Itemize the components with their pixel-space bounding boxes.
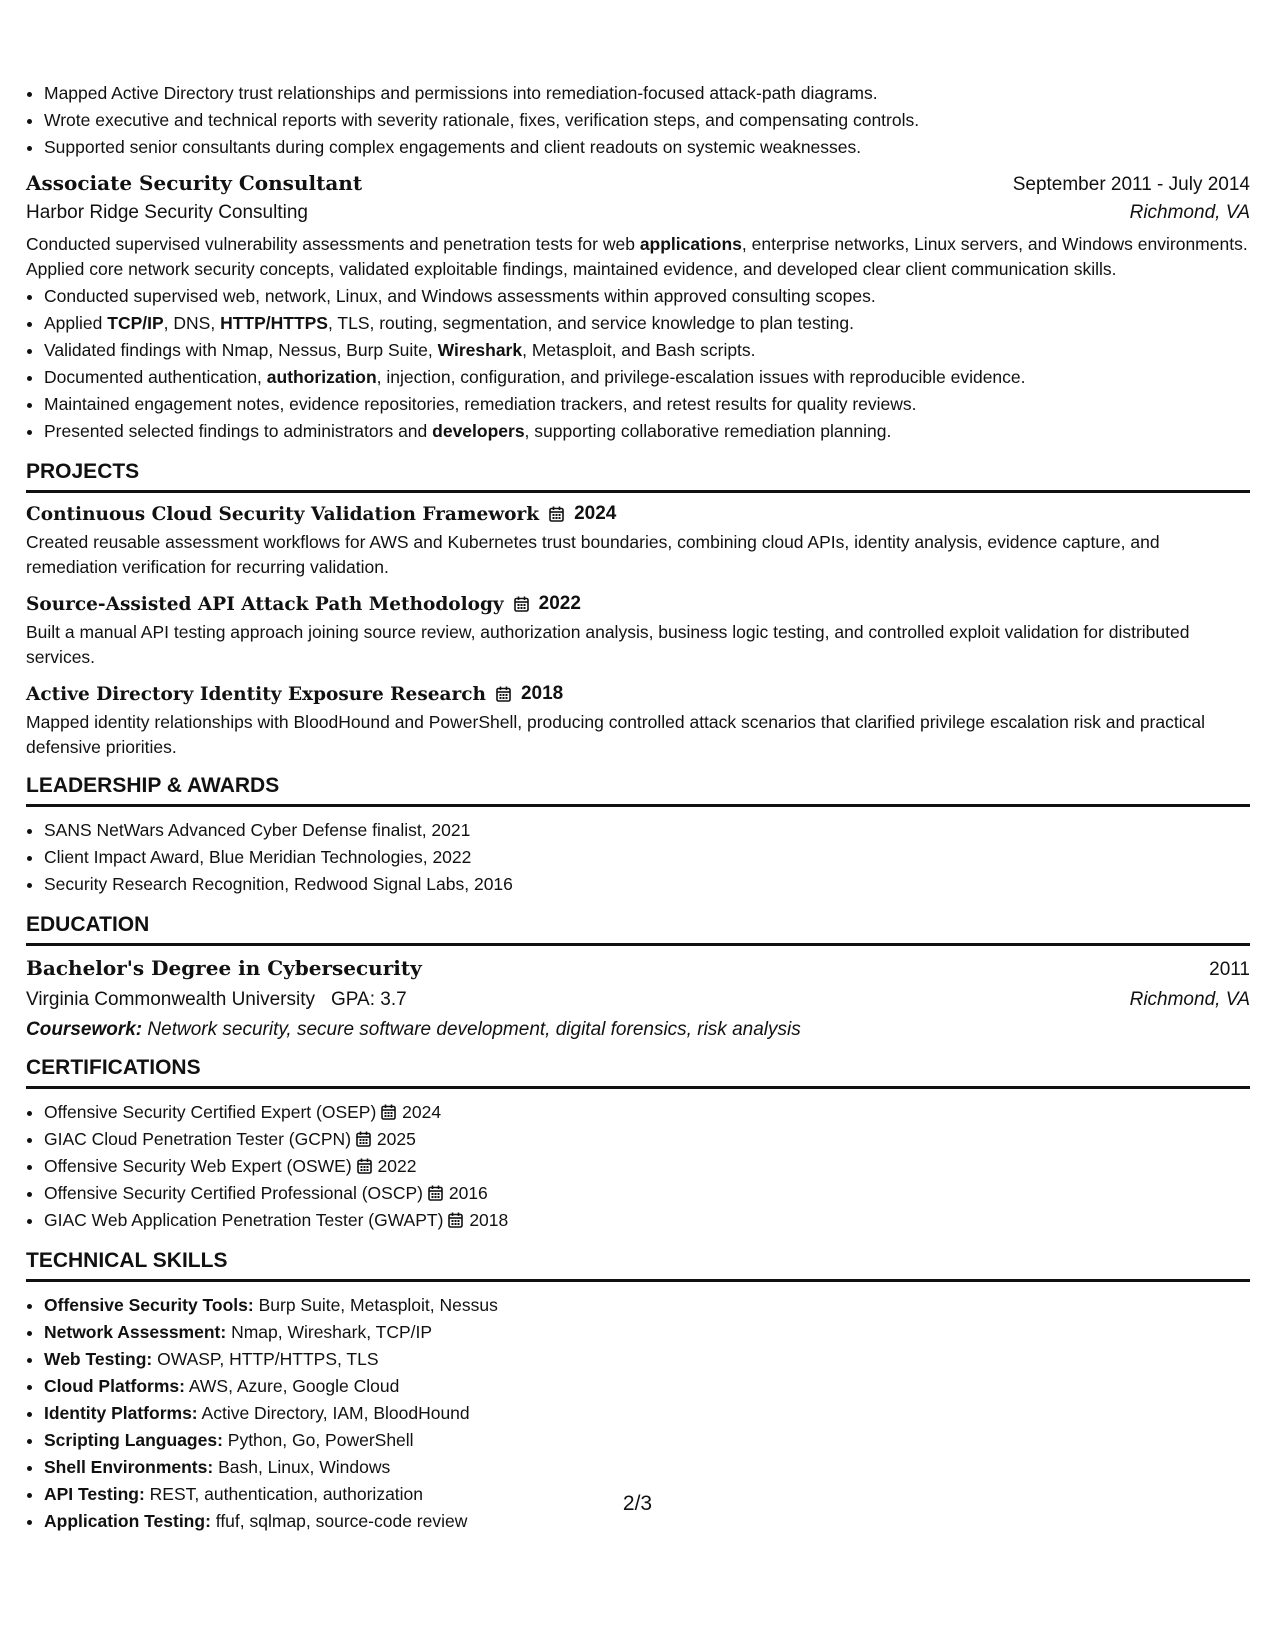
project-title: Active Directory Identity Exposure Research xyxy=(26,683,486,705)
awards-list xyxy=(26,817,1250,898)
list-item: • Shell Environments: Bash, Linux, Windows xyxy=(44,1454,1250,1481)
list-item: • Offensive Security Certified Professional (OSCP) 2016 xyxy=(44,1180,1250,1207)
list-item: • Wrote executive and technical reports with severity rationale, fixes, verification steps, and compensating controls. xyxy=(44,107,1250,134)
certifications-list xyxy=(26,1099,1250,1234)
list-item: • Offensive Security Tools: Burp Suite, Metasploit, Nessus xyxy=(44,1292,1250,1319)
calendar-icon xyxy=(428,1185,443,1201)
degree-title: Bachelor's Degree in Cybersecurity xyxy=(26,956,422,980)
calendar-icon xyxy=(356,1131,371,1147)
project-description: Created reusable assessment workflows for AWS and Kubernetes trust boundaries, combining cloud APIs, identity analysis, evidence capture, and remediation verification for recurring validation. xyxy=(26,532,1160,577)
project-entry xyxy=(26,593,1250,669)
list-item: • Offensive Security Certified Expert (OSEP) 2024 xyxy=(44,1099,1250,1126)
school-location: Richmond, VA xyxy=(1129,989,1250,1010)
list-item: • Applied TCP/IP, DNS, HTTP/HTTPS, TLS, routing, segmentation, and service knowledge to plan testing. xyxy=(44,310,1250,337)
school-name: Virginia Commonwealth University xyxy=(26,989,315,1010)
certifications-heading: CERTIFICATIONS xyxy=(26,1055,1250,1089)
awards-heading: LEADERSHIP & AWARDS xyxy=(26,773,1250,807)
list-item: • Scripting Languages: Python, Go, PowerShell xyxy=(44,1427,1250,1454)
gpa: GPA: 3.7 xyxy=(330,989,407,1010)
job-title: Associate Security Consultant xyxy=(26,171,363,195)
project-title: Continuous Cloud Security Validation Framework xyxy=(26,503,540,525)
list-item: • Maintained engagement notes, evidence repositories, remediation trackers, and retest results for quality reviews. xyxy=(44,391,1250,418)
graduation-year: 2011 xyxy=(1209,959,1250,980)
education-heading: EDUCATION xyxy=(26,912,1250,946)
project-entry xyxy=(26,503,1250,579)
page-number: 2/3 xyxy=(622,1492,653,1515)
job-location: Richmond, VA xyxy=(1129,202,1250,223)
projects-heading: PROJECTS xyxy=(26,459,1250,493)
list-item: • Mapped Active Directory trust relationships and permissions into remediation-focused attack-path diagrams. xyxy=(44,80,1250,107)
calendar-icon xyxy=(381,1104,396,1120)
project-entry xyxy=(26,683,1250,759)
list-item: • Security Research Recognition, Redwood Signal Labs, 2016 xyxy=(44,871,1250,898)
list-item: • Application Testing: ffuf, sqlmap, source-code review xyxy=(44,1508,1250,1535)
company-name: Harbor Ridge Security Consulting xyxy=(26,202,308,223)
education-entry xyxy=(26,956,1250,1041)
list-item: • Presented selected findings to administrators and developers, supporting collaborative remediation planning. xyxy=(44,418,1250,445)
list-item: • Validated findings with Nmap, Nessus, Burp Suite, Wireshark, Metasploit, and Bash scripts. xyxy=(44,337,1250,364)
project-year: 2018 xyxy=(520,683,564,704)
calendar-icon xyxy=(357,1158,372,1174)
list-item: • Cloud Platforms: AWS, Azure, Google Cloud xyxy=(44,1373,1250,1400)
resume-page xyxy=(26,80,1250,1535)
project-description: Mapped identity relationships with BloodHound and PowerShell, producing controlled attack scenarios that clarified privilege escalation risk and practical defensive priorities. xyxy=(26,712,1205,757)
project-description: Built a manual API testing approach joining source review, authorization analysis, business logic testing, and controlled exploit validation for distributed services. xyxy=(26,622,1190,667)
calendar-icon xyxy=(514,596,529,612)
coursework: Coursework: Network security, secure software development, digital forensics, risk analysis xyxy=(26,1019,801,1040)
job-entry xyxy=(26,171,1250,445)
list-item: • Documented authentication, authorization, injection, configuration, and privilege-escalation issues with reproducible evidence. xyxy=(44,364,1250,391)
calendar-icon xyxy=(496,686,511,702)
job-dates: September 2011 - July 2014 xyxy=(1012,174,1250,195)
list-item: • GIAC Web Application Penetration Tester (GWAPT) 2018 xyxy=(44,1207,1250,1234)
list-item: • Client Impact Award, Blue Meridian Technologies, 2022 xyxy=(44,844,1250,871)
list-item: • Network Assessment: Nmap, Wireshark, TCP/IP xyxy=(44,1319,1250,1346)
calendar-icon xyxy=(448,1212,463,1228)
calendar-icon xyxy=(549,506,564,522)
list-item: • Web Testing: OWASP, HTTP/HTTPS, TLS xyxy=(44,1346,1250,1373)
list-item: • SANS NetWars Advanced Cyber Defense finalist, 2021 xyxy=(44,817,1250,844)
list-item: • Identity Platforms: Active Directory, IAM, BloodHound xyxy=(44,1400,1250,1427)
list-item: • Conducted supervised web, network, Linux, and Windows assessments within approved consulting scopes. xyxy=(44,283,1250,310)
skills-heading: TECHNICAL SKILLS xyxy=(26,1248,1250,1282)
list-item: • GIAC Cloud Penetration Tester (GCPN) 2025 xyxy=(44,1126,1250,1153)
list-item: • API Testing: REST, authentication, authorization xyxy=(44,1481,1250,1508)
list-item: • Offensive Security Web Expert (OSWE) 2022 xyxy=(44,1153,1250,1180)
job-summary: Conducted supervised vulnerability assessments and penetration tests for web applications, enterprise networks, Linux servers, and Windows environments. Applied core network security concepts, validated exploitable findings, maintained evidence, and developed clear client communication skills. xyxy=(26,234,1248,279)
experience-bullets-previous xyxy=(26,80,1250,161)
project-year: 2022 xyxy=(538,593,581,614)
list-item: • Supported senior consultants during complex engagements and client readouts on systemic weaknesses. xyxy=(44,134,1250,161)
job-bullets xyxy=(26,283,1250,445)
project-title: Source-Assisted API Attack Path Methodology xyxy=(26,593,504,615)
project-year: 2024 xyxy=(574,503,617,524)
